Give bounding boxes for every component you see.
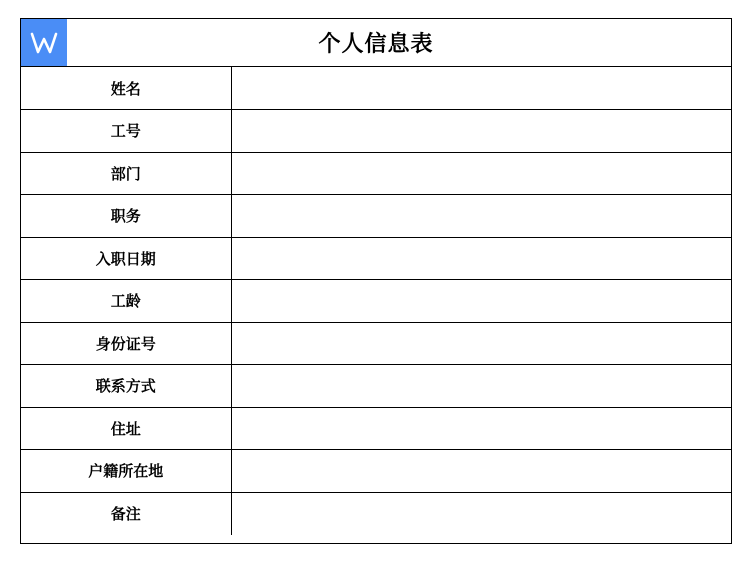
field-label: 住址 <box>21 407 231 450</box>
field-value-cell[interactable] <box>231 67 731 110</box>
field-label: 户籍所在地 <box>21 450 231 493</box>
form-title: 个人信息表 <box>318 32 434 57</box>
field-value-cell[interactable] <box>231 322 731 365</box>
field-label: 入职日期 <box>21 237 231 280</box>
table-row <box>21 110 731 153</box>
field-value-cell[interactable] <box>231 365 731 408</box>
field-value-cell[interactable] <box>231 237 731 280</box>
field-label: 姓名 <box>21 67 231 110</box>
wps-logo-icon <box>21 19 67 66</box>
field-label: 职务 <box>21 195 231 238</box>
field-value-cell[interactable] <box>231 280 731 323</box>
field-value-cell[interactable] <box>231 195 731 238</box>
table-row <box>21 152 731 195</box>
table-row <box>21 67 731 110</box>
table-row <box>21 365 731 408</box>
field-label: 联系方式 <box>21 365 231 408</box>
table-row <box>21 237 731 280</box>
info-table <box>21 67 731 535</box>
table-row <box>21 492 731 535</box>
field-label: 备注 <box>21 492 231 535</box>
table-row <box>21 407 731 450</box>
form-header <box>21 19 731 67</box>
table-row <box>21 195 731 238</box>
field-label: 身份证号 <box>21 322 231 365</box>
table-row <box>21 280 731 323</box>
field-label: 部门 <box>21 152 231 195</box>
field-value-cell[interactable] <box>231 110 731 153</box>
table-row <box>21 322 731 365</box>
field-label: 工号 <box>21 110 231 153</box>
field-value-cell[interactable] <box>231 407 731 450</box>
field-label: 工龄 <box>21 280 231 323</box>
field-value-cell[interactable] <box>231 492 731 535</box>
table-row <box>21 450 731 493</box>
personal-info-form <box>20 18 732 544</box>
field-value-cell[interactable] <box>231 450 731 493</box>
w-letter-icon <box>29 31 59 55</box>
field-value-cell[interactable] <box>231 152 731 195</box>
